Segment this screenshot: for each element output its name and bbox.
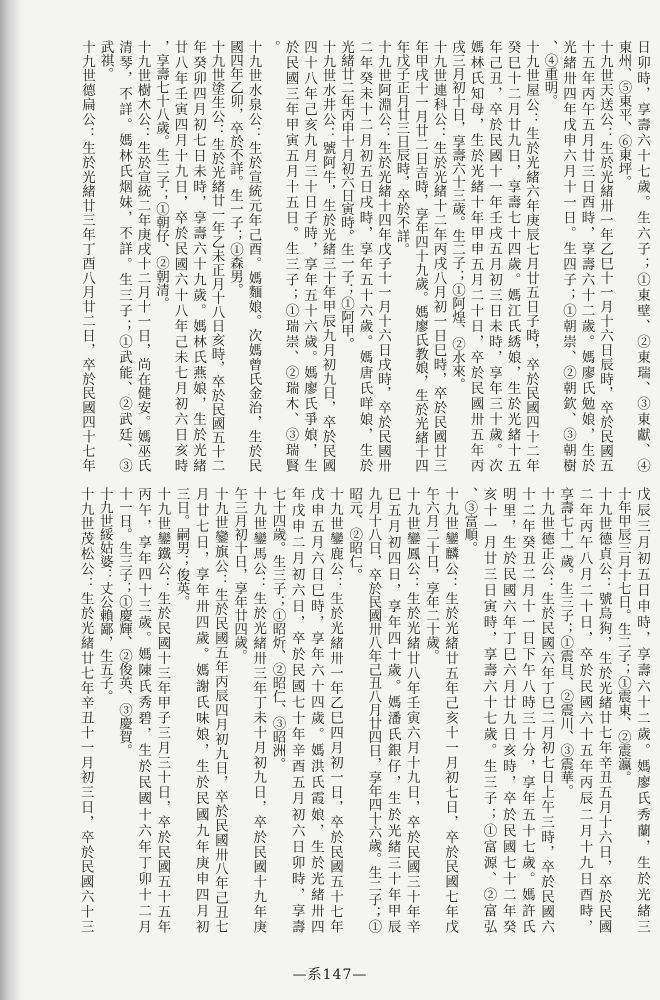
upper-text-column: 十九世德扁公：生於光緒廿三年丁酉八月廿二日，卒於民國四十七年	[79, 40, 95, 472]
lower-text-column: 午六月二十日，享年二十歲。	[422, 487, 439, 663]
upper-text-column: 。	[264, 40, 280, 54]
lower-text-column: 十九世鑾鳳公：生於光緒廿八年壬寅六月十九日，卒於民國三十年辛	[403, 487, 420, 933]
lower-text-column: 十年甲辰三月十七日。生二子；①震東、②震瀛。	[614, 487, 631, 784]
upper-text-column: 日卯時，享壽六十七歲。生六子；①東壁、②東瑞、③東獻、④	[634, 40, 650, 472]
upper-text-column: 武祺。	[97, 40, 114, 81]
lower-text-column: 午三月初十日，享年廿四歲。	[231, 487, 248, 663]
lower-text-column: 十九世鑾旗公：生於民國五年丙辰四月初九日，卒於民國卅八年己丑七	[211, 487, 228, 933]
lower-text-column: 二年丙午八月二十日，卒於民國六十五年丙辰二月十九日酉時，	[576, 487, 593, 933]
lower-text-column: 十九世茂松公：生於光緒廿七年辛丑十一月初三日，卒於民國六十三	[77, 487, 94, 933]
upper-text-column: 二年癸未十二月初五日戌時，享年五十六歲。媽唐氏咩娘，生於	[356, 40, 373, 472]
lower-text-column: 十九世鑾麟公：生於光緒廿五年己亥十一月初七日，卒於民國七年戊	[442, 487, 459, 933]
lower-text-column: 戊辰三月初五日申時，享壽六十二歲。媽廖氏秀蘭，生於光緒三	[634, 487, 650, 933]
upper-text-column: 國四年乙卯，卒於不詳。生一子；①森男。	[227, 40, 243, 297]
lower-text-column: 十九世綏姑婆：丈公賴鄙，生五子。	[96, 487, 113, 703]
scan-edge-shadow	[0, 0, 22, 1000]
upper-text-column: 四十八年己亥九月三十日子時，享年五十六歲。媽廖氏爭娘，生	[301, 40, 317, 472]
upper-text-column: 清琴，不詳。媽林氏烟妹，不詳。生三子；①武能、②武廷、③	[116, 40, 132, 472]
upper-text-column: 、④重明。	[541, 40, 558, 108]
lower-text-column: 七十四歲。生三子；①昭炘、②昭仁、③昭洲。	[269, 487, 286, 771]
upper-text-column: 廿八年壬寅四月十九日，卒於民國六十八年己未七月初六日亥時	[171, 40, 188, 472]
upper-text-column: 於民國三年甲寅五月十五日。生三子；①瑞崇、②瑞木、③瑞賢	[282, 40, 299, 472]
upper-text-column: 光緒卅四年戊申六月十一日。生四子；①朝崇、②朝欽、③朝樹	[560, 40, 576, 472]
upper-text-column: 十九世連科公：生於光緒十二年丙戌八月初一日巳時，卒於民國廿三	[430, 40, 447, 472]
lower-text-column: 年戊申二月初六日，卒於民國七十年辛酉五月初六日卯時，享壽	[288, 487, 305, 933]
lower-text-column: 十九世德貞公：號烏狗，生於光緒廿七年辛丑五月十六日，卒於民國	[595, 487, 612, 933]
lower-text-column: 、③富順。	[461, 487, 478, 555]
upper-text-column: 媽林氏知母，生於光緒十年甲申五月二十日，卒於民國卅五年丙	[467, 40, 484, 472]
lower-text-column: 巳五月初四日，享年四十歲。媽潘氏銀仔，生於光緒三十年甲辰	[384, 487, 401, 933]
upper-text-column: 十九世屋公：生於光緒六年庚辰七月廿五日子時，卒於民國四十二年	[523, 40, 539, 472]
upper-text-column: 東州、⑤東平、⑥東坪。	[615, 40, 632, 189]
page-number: —系147—	[292, 967, 368, 983]
lower-text-column: 十九世德正公：生於民國六年丁巳二月初七日上午三時，卒於民國六	[538, 487, 555, 933]
lower-text-column: 明里，生於民國六年丁巳六月廿九日亥時，卒於民國七十二年癸	[499, 487, 516, 933]
lower-text-column: 十九世鑾馬公：生於光緒卅三年丁未十月初九日，卒於民國十九年庚	[250, 487, 267, 933]
lower-text-block	[75, 487, 651, 933]
upper-text-column: 十九世阿淵公：生於光緒十四年戊子十一月十六日戌時，卒於民國卅	[375, 40, 391, 472]
upper-text-column: ，享壽七十八歲。生二子；①朝仔、②朝清。	[153, 40, 169, 310]
lower-text-column: 丙午，享年四十三歲。媽陳氏秀碧，生於民國十六年丁卯十二月	[135, 487, 152, 933]
lower-text-column: 十一日。生三子；①慶輝、②俊英、③慶賀。	[115, 487, 132, 757]
upper-text-column: 光緒廿二年丙申十月初六日寅時。生一子；①阿甲。	[338, 40, 354, 351]
upper-text-column: 戌三月初十日，享壽六十三歲。生二子；①阿煌、②水來。	[449, 40, 465, 391]
upper-text-column: 十九世水井公：號阿牛，生於光緒三十年甲辰九月初九日，卒於民國	[319, 40, 336, 472]
upper-text-column: 癸巳十二月廿九日，享壽七十四歲。媽江氏綉娘，生於光緒十五	[504, 40, 521, 472]
upper-text-column: 年己丑，卒於民國十一年壬戌五月初三日未時，享年三十歲。次	[486, 40, 502, 472]
upper-text-column: 年戊子正月廿三日辰時，卒於不詳。	[393, 40, 410, 256]
lower-text-column: 昭元、②昭仁。	[346, 487, 363, 582]
upper-text-block	[78, 40, 652, 472]
lower-text-column: 享壽七十一歲。生三子；①震旦、②震川、③震華。	[557, 487, 574, 798]
upper-text-column: 十五年丙午五月廿三日酉時，享壽六十二歲。媽廖氏勉娘，生於	[578, 40, 595, 472]
lower-text-column: 十二年癸丑二月十一日下午八時三十分，享年五十七歲。媽許氏	[518, 487, 535, 933]
upper-text-column: 十九世水泉公：生於宣統元年己酉。媽麵娘。次媽曾氏金治，生於民	[245, 40, 262, 472]
upper-text-column: 年癸卯四月初七日未時，享壽六十九歲。媽林氏燕娘，生於光緒	[190, 40, 206, 472]
lower-text-column: 十九世鑾鐵公：生於民國十三年甲子三月三十日，卒於民國五十五年	[154, 487, 171, 933]
lower-text-column: 九月十八日，卒於民國卅八年己丑八月廿四日，享年四十六歲。生二子；①	[365, 487, 382, 933]
lower-text-column: 三日。嗣男；俊英。	[173, 487, 190, 609]
lower-text-column: 亥十一月廿三日寅時，享壽六十七歲。生三子；①富源、②富弘	[480, 487, 497, 933]
upper-text-column: 年甲戌十一月廿二日吉時，享年四十九歲。媽廖氏教娘，生於光緒十四	[412, 40, 428, 472]
upper-text-column: 十九世樹木公：生於宣統二年庚戌十二月十一日，尚在健安。媽巫氏	[134, 40, 151, 472]
lower-text-column: 十九世鑾鹿公：生於光緒卅一年乙巳四月初一日，卒於民國五十七年	[327, 487, 343, 933]
upper-text-column: 十九世塗生公：生於光緒廿一年乙未正月十八日亥時，卒於民國五十二	[208, 40, 225, 472]
lower-text-column: 月廿七日，享年卅四歲。媽謝氏味娘，生於民國九年庚申四月初	[192, 487, 209, 933]
upper-text-column: 十九世天送公：生於光緒卅一年乙巳十一月十六日辰時，卒於民國五	[597, 40, 613, 472]
lower-text-column: 戊申五月六日巳時，享年六十四歲。媽洪氏霞娘，生於光緒卅四	[307, 487, 324, 933]
